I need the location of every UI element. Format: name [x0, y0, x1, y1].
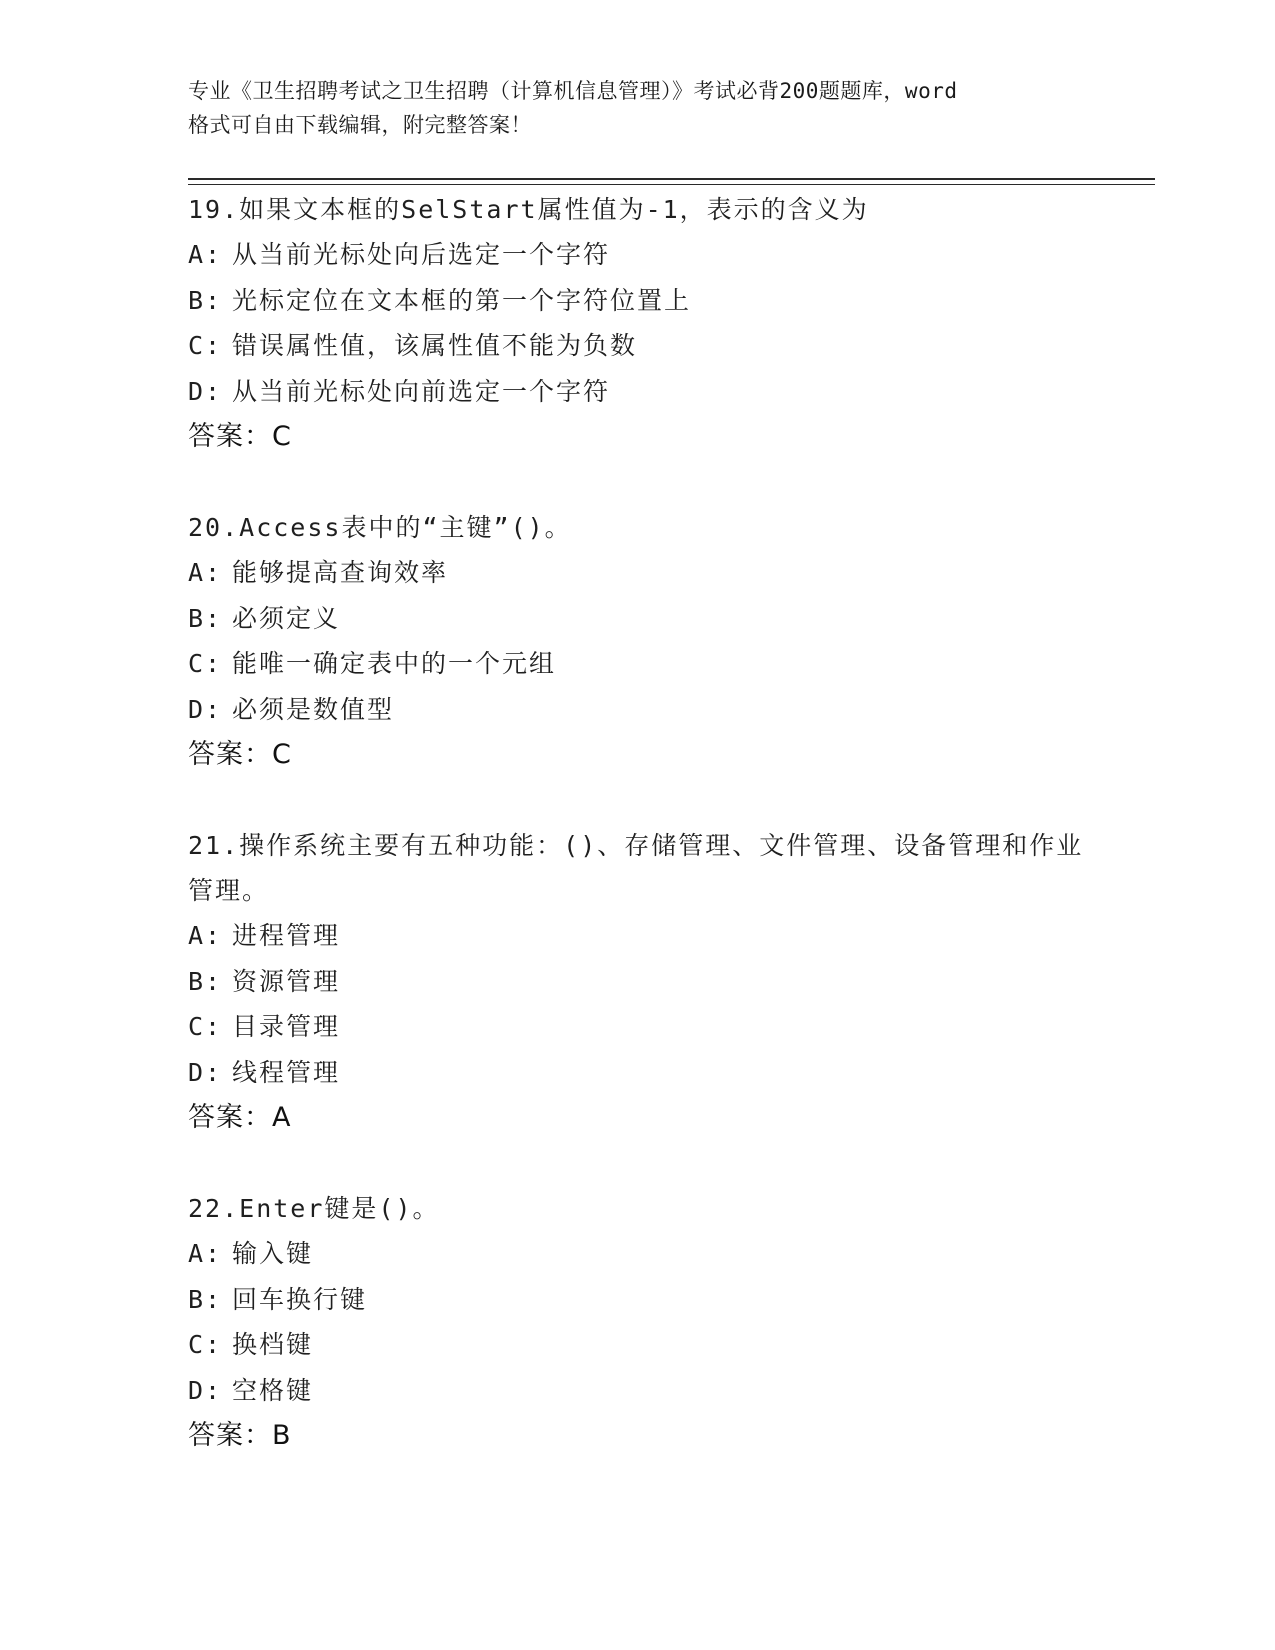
answer-line: 答案：A [188, 1102, 292, 1133]
question-stem: 19.如果文本框的SelStart属性值为-1，表示的含义为 [188, 195, 869, 224]
header-title-line-2: 格式可自由下载编辑，附完整答案！ [188, 113, 532, 137]
document-header [188, 74, 1088, 142]
answer-line: 答案：C [188, 739, 292, 770]
option-text: 进程管理 [232, 921, 341, 950]
option-text: 输入键 [232, 1239, 314, 1268]
option-text: 回车换行键 [232, 1284, 368, 1314]
option-key: D: [188, 376, 223, 406]
question-20 [188, 505, 1088, 778]
option-key: D: [188, 1057, 223, 1087]
option-text: 光标定位在文本框的第一个字符位置上 [232, 285, 692, 315]
option-key: C: [188, 1330, 223, 1359]
option-b [188, 959, 1088, 1005]
option-c [188, 1322, 1088, 1368]
question-stem: 21.操作系统主要有五种功能：()、存储管理、文件管理、设备管理和作业管理。 [188, 831, 1084, 905]
option-text: 目录管理 [232, 1012, 341, 1041]
option-text: 能够提高查询效率 [232, 558, 449, 587]
question-22 [188, 1186, 1088, 1459]
option-key: B: [188, 285, 223, 315]
option-text: 空格键 [232, 1375, 314, 1405]
option-key: A: [188, 240, 223, 269]
option-key: B: [188, 1284, 223, 1314]
option-key: B: [188, 966, 223, 996]
header-divider-thin [188, 184, 1155, 185]
option-text: 从当前光标处向后选定一个字符 [232, 240, 611, 269]
option-key: D: [188, 1375, 223, 1405]
option-text: 资源管理 [232, 966, 341, 996]
header-divider-thick [188, 178, 1155, 180]
answer-line: 答案：C [188, 421, 292, 452]
option-a [188, 1231, 1088, 1277]
option-key: A: [188, 921, 223, 950]
option-b [188, 278, 1088, 324]
option-text: 从当前光标处向前选定一个字符 [232, 376, 611, 406]
option-d [188, 369, 1088, 415]
header-title-line-1: 专业《卫生招聘考试之卫生招聘（计算机信息管理）》考试必背200题题库，word [188, 79, 958, 103]
option-a [188, 913, 1088, 959]
option-text: 线程管理 [232, 1057, 341, 1087]
option-d [188, 1368, 1088, 1414]
option-text: 错误属性值，该属性值不能为负数 [232, 331, 638, 360]
option-key: A: [188, 558, 223, 587]
option-a [188, 550, 1088, 596]
option-d [188, 1050, 1088, 1096]
option-c [188, 323, 1088, 369]
question-19 [188, 187, 1088, 460]
option-key: A: [188, 1239, 223, 1268]
option-text: 换档键 [232, 1330, 314, 1359]
option-key: C: [188, 331, 223, 360]
option-d [188, 687, 1088, 733]
question-stem: 20.Access表中的“主键”()。 [188, 513, 572, 542]
option-b [188, 596, 1088, 642]
option-text: 必须是数值型 [232, 694, 395, 724]
answer-line: 答案：B [188, 1420, 292, 1451]
option-c [188, 1004, 1088, 1050]
question-stem: 22.Enter键是()。 [188, 1194, 440, 1223]
option-key: C: [188, 1012, 223, 1041]
option-a [188, 232, 1088, 278]
question-21 [188, 823, 1088, 1141]
option-text: 必须定义 [232, 603, 341, 633]
option-key: D: [188, 694, 223, 724]
option-c [188, 641, 1088, 687]
option-key: C: [188, 649, 223, 678]
option-key: B: [188, 603, 223, 633]
option-b [188, 1277, 1088, 1323]
option-text: 能唯一确定表中的一个元组 [232, 649, 557, 678]
